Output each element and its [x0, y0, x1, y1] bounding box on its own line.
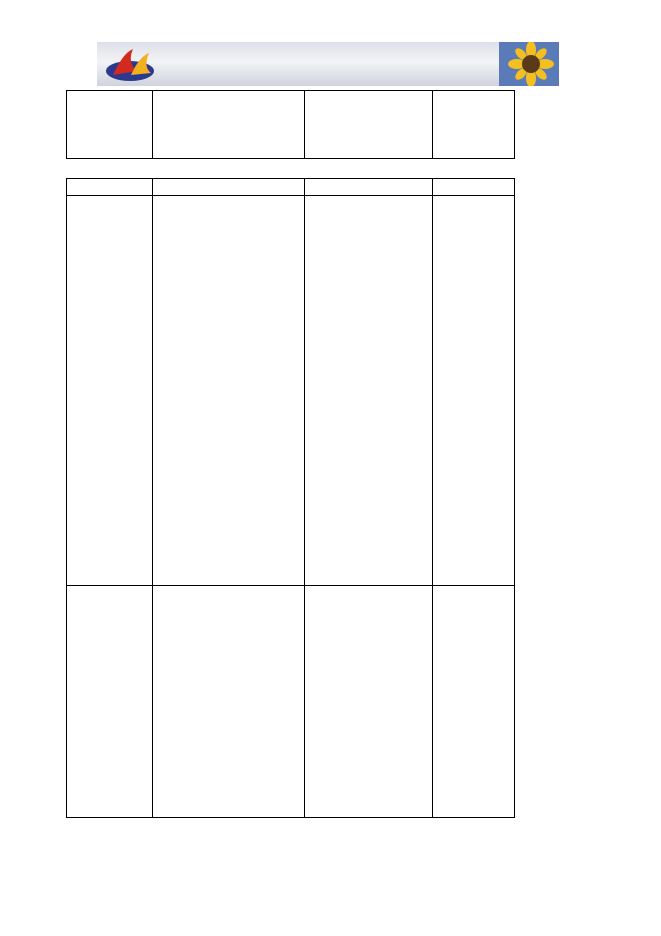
site-logo-icon [103, 45, 157, 85]
table-header-row [67, 179, 515, 196]
design-intent-cell [433, 91, 515, 159]
sunflower-icon [499, 42, 559, 86]
content-cell [67, 586, 153, 818]
header-content [67, 179, 153, 196]
header-teacher-activity [153, 179, 305, 196]
teacher-activity-cell [153, 586, 305, 818]
content-cell [67, 91, 153, 159]
student-activity-cell [305, 196, 433, 586]
student-activity-cell [305, 91, 433, 159]
header-student-activity [305, 179, 433, 196]
teacher-activity-cell [153, 91, 305, 159]
table-row [67, 91, 515, 159]
lesson-table-top [66, 90, 515, 159]
teacher-activity-cell [153, 196, 305, 586]
header-banner [97, 42, 559, 86]
content-cell [67, 196, 153, 586]
design-intent-cell [433, 586, 515, 818]
design-intent-cell [433, 196, 515, 586]
student-activity-cell [305, 586, 433, 818]
table-row [67, 196, 515, 586]
table-row [67, 586, 515, 818]
header-design-intent [433, 179, 515, 196]
lesson-table-main [66, 178, 515, 818]
